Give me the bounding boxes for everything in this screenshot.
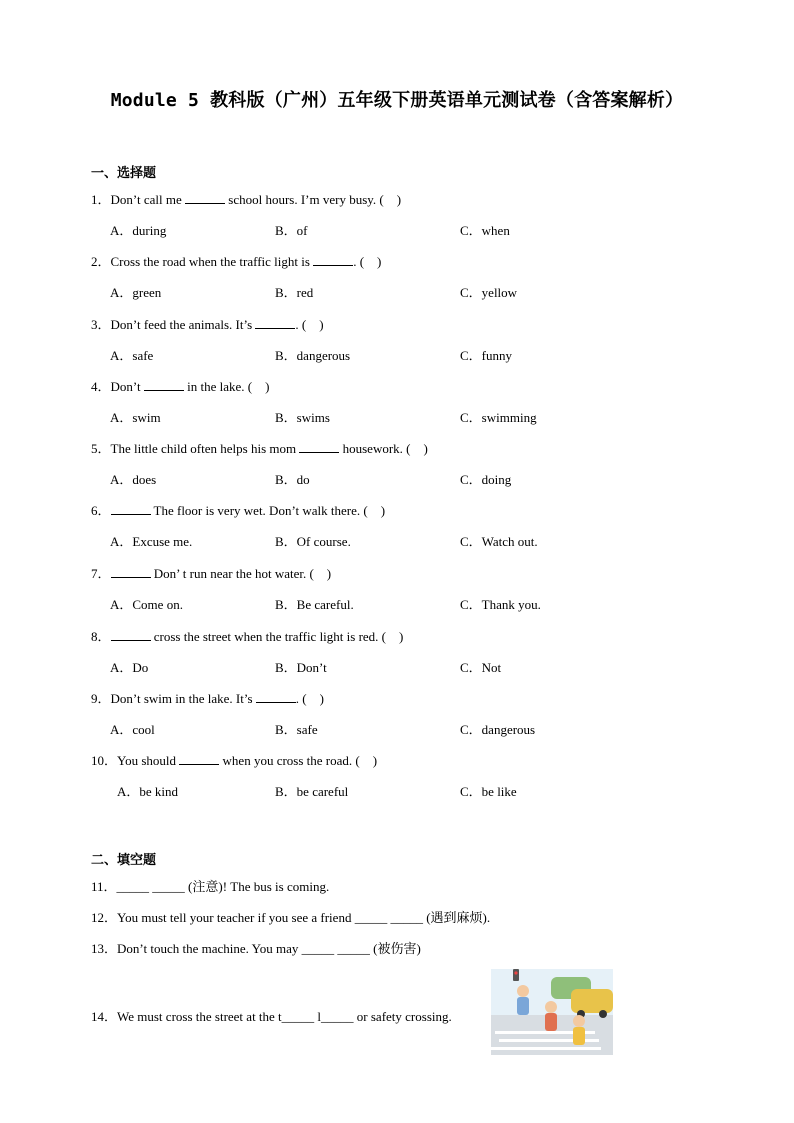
option-b[interactable]: B．safe: [275, 722, 318, 737]
question-text: . ( ): [295, 317, 324, 332]
option-c[interactable]: C．be like: [460, 784, 517, 799]
question-number: 2．: [91, 254, 111, 269]
option-a[interactable]: A．cool: [110, 722, 155, 737]
answer-blank[interactable]: [111, 502, 151, 515]
fill-item-14: [91, 1006, 452, 1025]
question-number: 1．: [91, 192, 111, 207]
question-number: 5．: [91, 441, 111, 456]
section-title-fill: 二、填空题: [91, 853, 157, 868]
option-a[interactable]: A．does: [110, 472, 157, 487]
question-text: school hours. I’m very busy. ( ): [225, 192, 402, 207]
options-row: [0, 781, 794, 797]
question-number: 10．: [91, 753, 118, 768]
option-a[interactable]: A．Excuse me.: [110, 534, 193, 549]
question-number: 6．: [91, 503, 111, 518]
question-4: [91, 376, 269, 395]
question-3: [91, 314, 324, 333]
question-number: 7．: [91, 566, 111, 581]
fill-item-11: [91, 876, 329, 895]
question-6: [91, 500, 385, 519]
question-2: [91, 251, 381, 270]
question-number: 8．: [91, 629, 111, 644]
question-text: . ( ): [353, 254, 382, 269]
options-row: [0, 345, 794, 361]
option-c[interactable]: C．funny: [460, 348, 513, 363]
question-text: cross the street when the traffic light is red. ( ): [150, 629, 404, 644]
option-b[interactable]: B．Of course.: [275, 534, 351, 549]
question-text: Don’ t run near the hot water. ( ): [150, 566, 332, 581]
option-b[interactable]: B．Be careful.: [275, 597, 354, 612]
option-a[interactable]: A．be kind: [117, 784, 179, 799]
question-number: 3．: [91, 317, 111, 332]
question-text: The floor is very wet. Don’t walk there. ( ): [150, 503, 386, 518]
option-a[interactable]: A．Come on.: [110, 597, 183, 612]
question-5: [91, 438, 428, 457]
options-row: [0, 594, 794, 610]
question-text: Cross the road when the traffic light is: [110, 254, 314, 269]
option-b[interactable]: B．Don’t: [275, 660, 327, 675]
answer-blank[interactable]: [255, 316, 295, 329]
question-text: Don’t: [110, 379, 144, 394]
answer-blank[interactable]: [256, 690, 296, 703]
yellow-car-icon: [571, 989, 613, 1013]
option-c[interactable]: C．when: [460, 223, 510, 238]
question-10: [91, 750, 377, 769]
question-number: 13．: [91, 941, 118, 956]
answer-blank[interactable]: [299, 440, 339, 453]
question-number: 11．: [91, 879, 117, 894]
question-text: housework. ( ): [339, 441, 428, 456]
option-b[interactable]: B．of: [275, 223, 308, 238]
option-b[interactable]: B．do: [275, 472, 310, 487]
option-a[interactable]: A．safe: [110, 348, 154, 363]
answer-blank[interactable]: [313, 253, 353, 266]
option-a[interactable]: A．Do: [110, 660, 149, 675]
question-1: [91, 189, 401, 208]
question-number: 9．: [91, 691, 111, 706]
fill-text: We must cross the street at the t_____ l_____ or safety crossing.: [117, 1009, 452, 1024]
options-row: [0, 282, 794, 298]
options-row: [0, 469, 794, 485]
page-title: Module 5 教科版（广州）五年级下册英语单元测试卷（含答案解析）: [110, 90, 684, 111]
options-row: [0, 531, 794, 547]
question-text: Don’t feed the animals. It’s: [110, 317, 256, 332]
option-a[interactable]: A．swim: [110, 410, 161, 425]
question-text: when you cross the road. ( ): [219, 753, 378, 768]
fill-text: Don’t touch the machine. You may _____ _____ (被伤害): [117, 941, 421, 956]
option-c[interactable]: C．doing: [460, 472, 512, 487]
option-b[interactable]: B．red: [275, 285, 314, 300]
question-text: The little child often helps his mom: [110, 441, 300, 456]
answer-blank[interactable]: [185, 191, 225, 204]
option-b[interactable]: B．be careful: [275, 784, 349, 799]
option-b[interactable]: B．swims: [275, 410, 330, 425]
option-c[interactable]: C．dangerous: [460, 722, 536, 737]
question-text: in the lake. ( ): [183, 379, 270, 394]
question-text: Don’t swim in the lake. It’s: [110, 691, 256, 706]
fill-text: _____ _____ (注意)! The bus is coming.: [116, 879, 330, 894]
question-7: [91, 563, 331, 582]
question-number: 4．: [91, 379, 111, 394]
answer-blank[interactable]: [111, 565, 151, 578]
option-c[interactable]: C．Not: [460, 660, 502, 675]
question-number: 12．: [91, 910, 118, 925]
option-a[interactable]: A．green: [110, 285, 162, 300]
street-crossing-illustration: [491, 969, 613, 1055]
option-c[interactable]: C．yellow: [460, 285, 518, 300]
options-row: [0, 719, 794, 735]
option-c[interactable]: C．Thank you.: [460, 597, 541, 612]
option-c[interactable]: C．Watch out.: [460, 534, 538, 549]
traffic-light-icon: [513, 969, 519, 981]
options-row: [0, 407, 794, 423]
question-text: Don’t call me: [110, 192, 186, 207]
option-b[interactable]: B．dangerous: [275, 348, 351, 363]
question-number: 14．: [91, 1009, 118, 1024]
answer-blank[interactable]: [144, 378, 184, 391]
question-8: [91, 626, 403, 645]
fill-item-13: [91, 938, 421, 957]
fill-item-12: [91, 907, 490, 926]
options-row: [0, 657, 794, 673]
answer-blank[interactable]: [179, 752, 219, 765]
option-c[interactable]: C．swimming: [460, 410, 537, 425]
question-text: . ( ): [295, 691, 324, 706]
options-row: [0, 220, 794, 236]
question-text: You should: [117, 753, 180, 768]
section-title-choice: 一、选择题: [91, 166, 157, 181]
question-9: [91, 688, 324, 707]
option-a[interactable]: A．during: [110, 223, 167, 238]
fill-text: You must tell your teacher if you see a friend _____ _____ (遇到麻烦).: [117, 910, 491, 925]
answer-blank[interactable]: [111, 628, 151, 641]
